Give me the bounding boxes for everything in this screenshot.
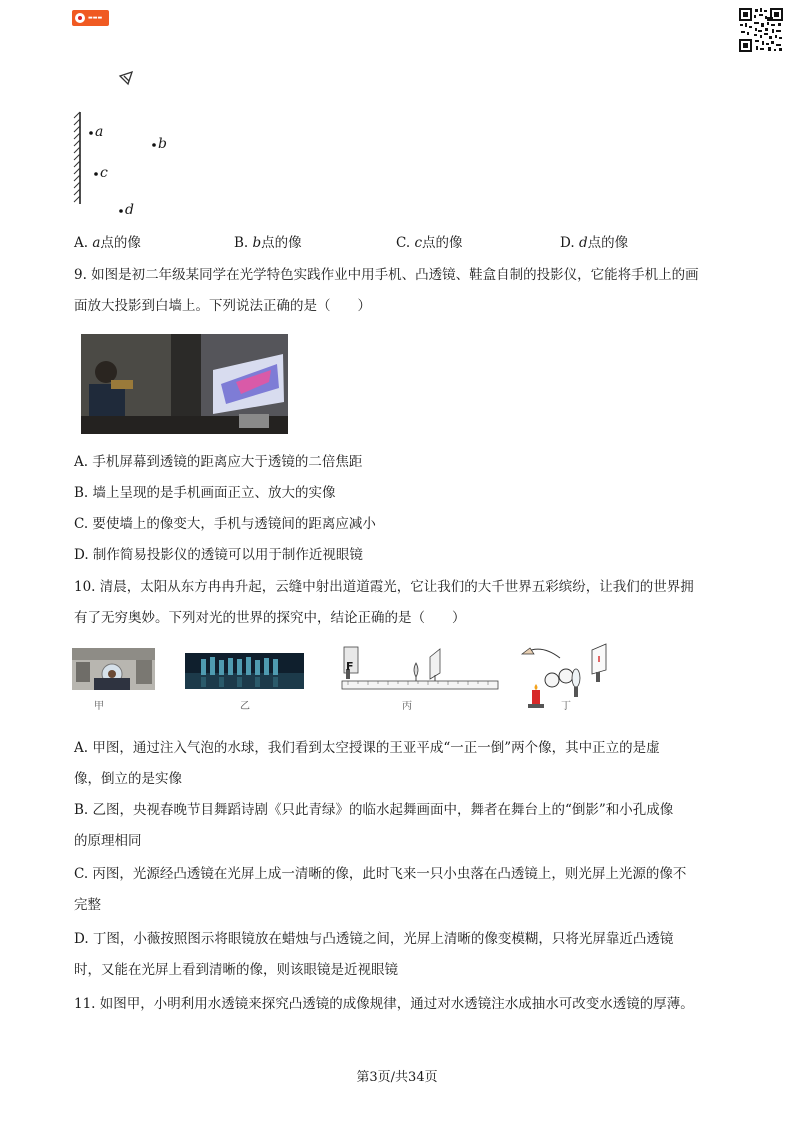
projector-photo <box>81 334 288 434</box>
point-c <box>94 172 98 176</box>
logo-icon <box>75 13 85 23</box>
photo-yi <box>185 653 304 689</box>
q10-option-a-line2: 像，倒立的是实像 <box>74 771 182 787</box>
point-b <box>152 143 156 147</box>
q9-stem-line2: 面放大投影到白墙上。下列说法正确的是（ ） <box>74 298 371 314</box>
q9-option-b: B. 墙上呈现的是手机画面正立、放大的实像 <box>74 485 336 501</box>
q8-option-d: D. d点的像 <box>560 235 629 251</box>
q9-option-a: A. 手机屏幕到透镜的距离应大于透镜的二倍焦距 <box>74 454 363 470</box>
label-d: d <box>125 202 134 218</box>
q9-option-c: C. 要使墙上的像变大，手机与透镜间的距离应减小 <box>74 516 376 532</box>
point-a <box>89 131 93 135</box>
label-c: c <box>100 165 108 181</box>
qr-code-icon <box>738 7 784 53</box>
q10-stem-line2: 有了无穷奥妙。下列对光的世界的探究中，结论正确的是（ ） <box>74 610 466 626</box>
q10-option-b-line2: 的原理相同 <box>74 833 142 849</box>
label-a: a <box>95 124 104 140</box>
caption-ding: 丁 <box>561 701 571 712</box>
qr-code <box>738 7 784 53</box>
light-source-label: F <box>346 660 354 673</box>
caption-jia: 甲 <box>94 701 104 712</box>
logo-text: ▬▬▬ <box>88 15 103 21</box>
label-b: b <box>158 136 167 152</box>
point-d <box>119 209 123 213</box>
q10-option-c-line2: 完整 <box>74 897 101 913</box>
publisher-logo <box>72 10 109 26</box>
q10-option-b-line1: B. 乙图，央视春晚节目舞蹈诗剧《只此青绿》的临水起舞画面中，舞者在舞台上的“倒影”和小孔成像 <box>74 802 674 818</box>
q10-option-a-line1: A. 甲图，通过注入气泡的水球，我们看到太空授课的王亚平成“一正一倒”两个像，其中正立的是虚 <box>74 740 660 756</box>
optical-bench-figure <box>338 643 500 691</box>
q9-stem-line1: 9. 如图是初二年级某同学在光学特色实践作业中用手机、凸透镜、鞋盒自制的投影仪，它能将手机上的画 <box>74 267 699 283</box>
q11-stem-line1: 11. 如图甲，小明利用水透镜来探究凸透镜的成像规律，通过对水透镜注水成抽水可改变水透镜的厚薄。 <box>74 996 694 1012</box>
q10-stem-line1: 10. 清晨，太阳从东方冉冉升起，云缝中射出道道霞光，它让我们的大千世界五彩缤纷，让我们的世界拥 <box>74 579 694 595</box>
q9-option-d: D. 制作简易投影仪的透镜可以用于制作近视眼镜 <box>74 547 363 563</box>
q8-option-c: C. c点的像 <box>396 235 463 251</box>
q8-option-a: A. a点的像 <box>74 235 141 251</box>
eye-icon <box>120 72 132 84</box>
caption-bing: 丙 <box>402 701 412 712</box>
q10-option-d-line1: D. 丁图，小薇按照图示将眼镜放在蜡烛与凸透镜之间，光屏上清晰的像变模糊，只将光屏靠近凸透镜 <box>74 931 674 947</box>
q8-option-b: B. b点的像 <box>234 235 302 251</box>
mirror-hatching <box>74 112 80 202</box>
photo-jia <box>72 648 155 690</box>
q10-option-d-line2: 时，又能在光屏上看到清晰的像，则该眼镜是近视眼镜 <box>74 962 398 978</box>
page-number: 第3页/共34页 <box>356 1070 438 1085</box>
q10-option-c-line1: C. 丙图，光源经凸透镜在光屏上成一清晰的像，此时飞来一只小虫落在凸透镜上，则光屏上光源的像不 <box>74 866 687 882</box>
caption-yi: 乙 <box>240 701 250 712</box>
